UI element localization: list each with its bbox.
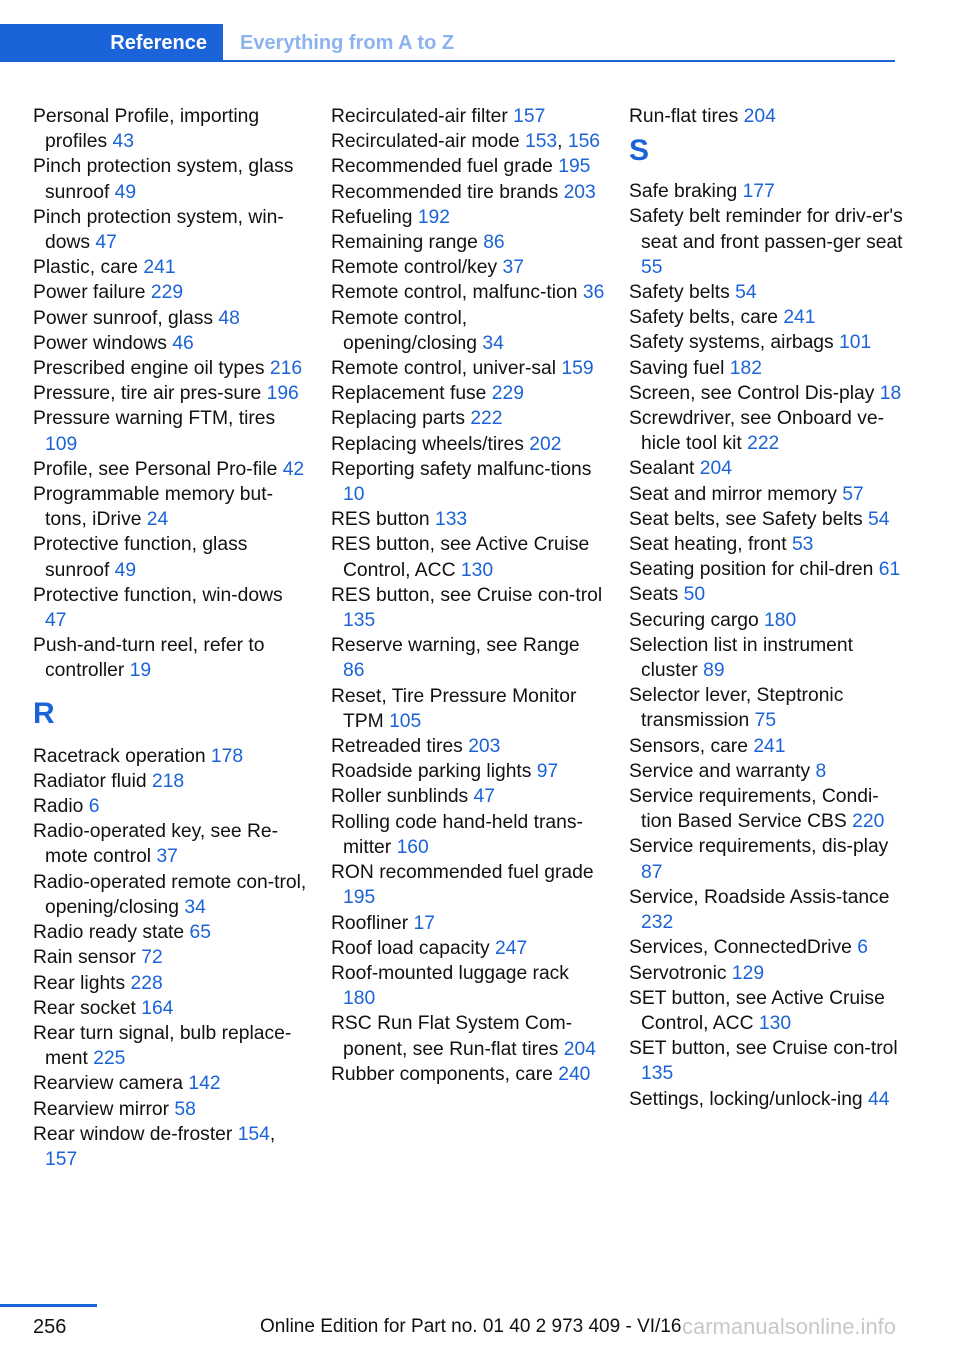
index-entry-text: Service requirements, Condi-tion Based Service CBS <box>629 786 879 833</box>
index-entry <box>331 911 606 936</box>
index-entry-text: Push-and-turn reel, refer to controller <box>33 635 265 682</box>
index-entry <box>331 356 606 381</box>
index-entry-text: Reporting safety malfunc-tions <box>331 458 592 480</box>
page-link[interactable]: 10 <box>343 484 365 506</box>
page-link[interactable]: 49 <box>114 181 137 203</box>
index-entry-text: Run-flat tires <box>629 106 744 127</box>
index-entry <box>629 381 904 406</box>
page-link[interactable]: 180 <box>343 988 376 1010</box>
page-link[interactable]: 61 <box>878 559 901 581</box>
index-entry <box>331 432 606 457</box>
index-entry-text: Service and warranty <box>629 760 816 782</box>
index-entry-text: Recirculated-air mode <box>331 131 525 153</box>
index-entry-text: Rearview camera <box>33 1073 189 1095</box>
index-entry-text: Plastic, care <box>33 257 144 279</box>
page-separator: , <box>557 131 568 153</box>
index-entry <box>331 961 606 1011</box>
page-link[interactable]: 222 <box>747 433 780 455</box>
index-entry <box>331 784 606 809</box>
index-entry <box>33 205 308 255</box>
index-entry <box>331 1062 606 1087</box>
index-entry-text: Programmable memory but-tons, iDrive <box>33 484 274 531</box>
page-link[interactable]: 86 <box>343 660 365 682</box>
index-entry-text: Rubber components, care <box>331 1063 559 1085</box>
page-link[interactable]: 135 <box>343 610 376 632</box>
index-entry-text: Pressure, tire air pres-sure <box>33 383 267 405</box>
page-link[interactable]: 180 <box>764 609 797 631</box>
index-entry-text: Radio-operated key, see Re-mote control <box>33 821 279 868</box>
index-entry <box>331 759 606 784</box>
index-entry-text: Retreaded tires <box>331 736 469 758</box>
page-link[interactable]: 133 <box>434 509 468 531</box>
index-entry-text: Securing cargo <box>629 609 765 631</box>
index-entry <box>629 633 904 683</box>
index-entry-text: Replacing wheels/tires <box>331 433 530 455</box>
index-entry <box>331 457 606 507</box>
page-link[interactable]: 192 <box>417 206 450 228</box>
index-entry <box>331 129 606 154</box>
header-rule <box>223 60 895 62</box>
index-entry <box>33 457 308 482</box>
index-entry <box>331 255 606 280</box>
page-link[interactable]: 196 <box>266 383 299 405</box>
index-entry-text: Safe braking <box>629 181 743 203</box>
page-link[interactable]: 19 <box>129 660 152 682</box>
index-entry-text: RES button, see Active Cruise Control, ACC <box>331 534 590 581</box>
page-link[interactable]: 232 <box>641 912 674 934</box>
index-entry <box>331 104 606 129</box>
index-entry-text: Prescribed engine oil types <box>33 358 270 380</box>
index-entry-text: Seat belts, see Safety belts <box>629 508 869 530</box>
page-link[interactable]: 53 <box>791 534 814 556</box>
index-entry <box>331 406 606 431</box>
index-entry <box>331 381 606 406</box>
index-entry <box>33 482 308 532</box>
page-link[interactable]: 8 <box>815 760 827 782</box>
index-entry-text: Sealant <box>629 458 700 480</box>
index-entry <box>629 280 904 305</box>
index-entry-text: Safety belts, care <box>629 307 784 329</box>
index-entry-text: Roadside parking lights <box>331 761 537 783</box>
page-link[interactable]: 247 <box>495 937 528 959</box>
page-separator: , <box>269 1123 276 1145</box>
page-number: 256 <box>33 1316 67 1338</box>
section-tab: Reference <box>0 24 223 62</box>
page-link[interactable]: 34 <box>482 332 504 354</box>
index-entry-text: Recirculated-air filter <box>331 106 514 127</box>
index-entry <box>629 330 904 355</box>
index-entry-text: Seats <box>629 584 684 606</box>
page-header <box>0 0 960 62</box>
index-entry-text: Refueling <box>331 206 418 228</box>
page-link[interactable]: 218 <box>151 770 185 792</box>
page-link[interactable]: 204 <box>699 458 732 480</box>
index-entry <box>33 1071 308 1096</box>
index-entry-text: Seat and mirror memory <box>629 483 843 505</box>
index-entry <box>629 1087 904 1112</box>
page-link[interactable]: 36 <box>582 282 605 304</box>
index-entry-text: Remote control, univer-sal <box>331 358 562 380</box>
page-link[interactable]: 34 <box>184 896 206 918</box>
index-entry-text: Seat heating, front <box>629 534 792 556</box>
index-entry <box>629 582 904 607</box>
index-entry-text: Safety belt reminder for driv-er's seat and front passen-ger seat <box>629 206 903 253</box>
page-link[interactable]: 195 <box>343 887 376 909</box>
index-entry-text: RES button, see Cruise con-trol <box>331 584 603 606</box>
page-link[interactable]: 47 <box>45 610 67 632</box>
index-entry <box>629 507 904 532</box>
index-entry <box>629 557 904 582</box>
index-column-3 <box>629 104 904 1112</box>
index-entry-text: Power failure <box>33 282 151 304</box>
index-entry-text: Rolling code hand-held trans-mitter <box>331 811 583 858</box>
index-entry <box>331 180 606 205</box>
index-entry-text: Personal Profile, importing profiles <box>33 106 260 153</box>
index-entry <box>33 633 308 683</box>
index-entry-text: Racetrack operation <box>33 745 211 767</box>
page-link[interactable]: 65 <box>189 922 211 944</box>
index-entry-text: Reset, Tire Pressure Monitor TPM <box>331 685 577 732</box>
index-entry-text: Recommended tire brands <box>331 181 564 203</box>
page-link[interactable]: 182 <box>729 357 762 379</box>
index-entry-text: Radio ready state <box>33 922 190 944</box>
index-entry <box>33 381 308 406</box>
index-entry <box>33 532 308 582</box>
index-entry-text: RES button <box>331 509 435 531</box>
index-entry <box>331 583 606 633</box>
index-entry <box>629 532 904 557</box>
page-link[interactable]: 130 <box>460 559 494 581</box>
page-link[interactable]: 130 <box>758 1012 792 1034</box>
page-link[interactable]: 225 <box>93 1048 126 1070</box>
index-entry-text: Rear turn signal, bulb replace-ment <box>33 1022 292 1070</box>
page-link[interactable]: 75 <box>754 710 777 732</box>
index-entry-text: Services, ConnectedDrive <box>629 937 858 959</box>
index-entry <box>331 230 606 255</box>
page-link[interactable]: 6 <box>88 796 100 818</box>
page-link[interactable]: 55 <box>641 256 663 278</box>
index-entry <box>629 204 904 280</box>
index-entry-text: Radiator fluid <box>33 770 152 792</box>
page-link[interactable]: 220 <box>852 811 885 833</box>
page-link[interactable]: 57 <box>842 483 864 505</box>
index-entry <box>331 507 606 532</box>
page-link[interactable]: 43 <box>112 131 134 153</box>
page-link[interactable]: 177 <box>742 181 775 203</box>
page-link[interactable]: 50 <box>683 584 706 606</box>
index-entry <box>33 104 308 154</box>
index-entry <box>33 744 308 769</box>
index-entry <box>629 608 904 633</box>
index-entry <box>629 834 904 884</box>
index-entry <box>331 936 606 961</box>
index-letter-heading: R <box>33 696 55 730</box>
index-entry-text: Service, Roadside Assis-tance <box>629 886 890 908</box>
page-link[interactable]: 44 <box>868 1088 890 1110</box>
index-entry <box>331 810 606 860</box>
page-link[interactable]: 86 <box>483 232 505 254</box>
index-entry <box>629 356 904 381</box>
index-entry <box>629 734 904 759</box>
index-entry <box>331 280 606 305</box>
index-entry-text: Radio-operated remote con-trol, opening/closing <box>33 871 307 918</box>
page-link[interactable]: 241 <box>783 307 816 329</box>
page-link[interactable]: 178 <box>210 745 244 767</box>
index-entry <box>331 734 606 759</box>
index-entry <box>33 255 308 280</box>
index-entry-text: RSC Run Flat System Com-ponent, see Run-flat tires <box>331 1013 573 1060</box>
page-link[interactable]: 241 <box>143 257 176 279</box>
index-entry-text: SET button, see Active Cruise Control, ACC <box>629 987 885 1034</box>
page-link[interactable]: 58 <box>174 1098 196 1120</box>
page-link[interactable]: 203 <box>563 181 596 203</box>
index-entry-text: Roof-mounted luggage rack <box>331 962 569 984</box>
index-entry <box>33 945 308 970</box>
index-entry <box>33 331 308 356</box>
index-entry-text: Rear socket <box>33 997 142 1019</box>
index-entry <box>629 179 904 204</box>
index-entry <box>33 794 308 819</box>
watermark: carmanualsonline.info <box>682 1314 897 1339</box>
page-link[interactable]: 54 <box>868 508 890 530</box>
page-link[interactable]: 228 <box>130 972 163 994</box>
index-entry <box>629 759 904 784</box>
edition-note: Online Edition for Part no. 01 40 2 973 409 - VI/16 <box>260 1316 682 1337</box>
index-entry <box>629 986 904 1036</box>
index-entry-text: Pinch protection system, win-dows <box>33 206 284 254</box>
index-entry-text: Rain sensor <box>33 947 142 969</box>
index-entry-text: Rear window de-froster <box>33 1123 238 1145</box>
index-column-1 <box>33 104 308 1172</box>
page-link[interactable]: 195 <box>558 156 591 178</box>
page-link[interactable]: 37 <box>502 257 524 279</box>
page-link[interactable]: 48 <box>218 307 240 329</box>
page-link[interactable]: 24 <box>146 509 169 531</box>
page-link[interactable]: 160 <box>396 836 429 858</box>
index-entry <box>629 406 904 456</box>
page-link[interactable]: 89 <box>703 660 725 682</box>
page-link[interactable]: 222 <box>470 408 503 430</box>
index-entry-text: Seating position for chil-dren <box>629 559 879 581</box>
page-link[interactable]: 46 <box>172 332 194 354</box>
index-entry <box>629 683 904 733</box>
index-entry-text: Roofliner <box>331 912 414 934</box>
page-link[interactable]: 42 <box>282 458 305 480</box>
index-entry <box>331 306 606 356</box>
index-entry <box>33 1021 308 1071</box>
index-entry <box>33 769 308 794</box>
page-link[interactable]: 109 <box>45 433 78 455</box>
page-link[interactable]: 216 <box>269 358 303 380</box>
page-link[interactable]: 47 <box>473 786 495 808</box>
index-entry <box>629 1036 904 1086</box>
index-entry <box>33 1097 308 1122</box>
index-entry-text: Rearview mirror <box>33 1098 175 1120</box>
page-link[interactable]: 202 <box>529 433 562 455</box>
index-entry <box>33 971 308 996</box>
index-entry-text: Safety belts <box>629 282 736 304</box>
index-entry-text: Reserve warning, see Range <box>331 635 580 657</box>
index-entry <box>331 1011 606 1061</box>
index-entry <box>629 482 904 507</box>
page-link[interactable]: 129 <box>731 962 765 984</box>
page-link[interactable]: 164 <box>141 997 174 1019</box>
page-link[interactable]: 204 <box>563 1038 596 1060</box>
index-entry-text: Pinch protection system, glass sunroof <box>33 156 294 203</box>
index-entry-text: RON recommended fuel grade <box>331 862 594 884</box>
index-letter-heading: S <box>629 134 650 168</box>
page-link[interactable]: 105 <box>389 710 422 732</box>
index-entry-text: Roller sunblinds <box>331 786 474 808</box>
index-entry <box>331 684 606 734</box>
index-entry-text: Remote control, opening/closing <box>331 307 483 354</box>
index-entry <box>629 935 904 960</box>
index-entry <box>629 104 904 129</box>
page-link[interactable]: 157 <box>45 1148 78 1170</box>
page-link[interactable]: 229 <box>491 383 524 405</box>
index-entry-text: Screen, see Control Dis-play <box>629 382 880 404</box>
index-entry <box>33 583 308 633</box>
page-link[interactable]: 241 <box>753 735 786 757</box>
page-link[interactable]: 72 <box>141 947 163 969</box>
page-link[interactable]: 18 <box>879 382 902 404</box>
page-link[interactable]: 37 <box>156 846 178 868</box>
index-entry-text: Selection list in instrument cluster <box>629 634 853 682</box>
index-entry-text: Recommended fuel grade <box>331 156 559 178</box>
page-link[interactable]: 17 <box>413 912 435 934</box>
index-entry <box>629 305 904 330</box>
page-link[interactable]: 240 <box>558 1063 591 1085</box>
index-entry-text: Protective function, win-dows <box>33 584 283 606</box>
index-entry-text: Sensors, care <box>629 735 754 757</box>
index-column-2 <box>331 104 606 1087</box>
index-entry <box>331 860 606 910</box>
page-link[interactable]: 47 <box>95 232 117 254</box>
index-entry-text: SET button, see Cruise con-trol <box>629 1038 898 1060</box>
index-entry <box>33 356 308 381</box>
index-entry-text: Power windows <box>33 332 173 354</box>
index-entry-text: Servotronic <box>629 962 732 984</box>
index-entry <box>331 532 606 582</box>
index-entry <box>33 280 308 305</box>
page-link[interactable]: 6 <box>857 937 868 959</box>
page-link[interactable]: 142 <box>188 1073 221 1095</box>
index-entry-text: Replacement fuse <box>331 383 492 405</box>
index-entry <box>33 154 308 204</box>
index-entry-text: Remote control, malfunc-tion <box>331 282 583 304</box>
index-entry-text: Safety systems, airbags <box>629 332 840 354</box>
page-link[interactable]: 204 <box>743 106 776 127</box>
index-entry-text: Protective function, glass sunroof <box>33 534 248 581</box>
page-link[interactable]: 49 <box>114 559 137 581</box>
index-entry-text: Replacing parts <box>331 408 471 430</box>
index-entry <box>33 819 308 869</box>
page-link[interactable]: 135 <box>641 1063 674 1085</box>
index-entry-text: Radio <box>33 796 89 818</box>
index-entry <box>629 885 904 935</box>
index-entry <box>33 870 308 920</box>
page-link[interactable]: 159 <box>561 358 594 380</box>
index-entry <box>629 961 904 986</box>
page-link[interactable]: 153 <box>524 131 558 153</box>
subsection-title: Everything from A to Z <box>240 31 455 54</box>
index-entry-text: Power sunroof, glass <box>33 307 219 329</box>
index-entry <box>33 1122 308 1172</box>
index-entry-text: Roof load capacity <box>331 937 495 959</box>
index-entry-text: Remote control/key <box>331 257 503 279</box>
index-entry-text: Settings, locking/unlock-ing <box>629 1088 869 1110</box>
index-entry <box>33 306 308 331</box>
index-entry-text: Screwdriver, see Onboard ve-hicle tool kit <box>629 408 885 455</box>
index-entry-text: Saving fuel <box>629 357 730 379</box>
index-entry <box>331 633 606 683</box>
index-entry <box>629 456 904 481</box>
page-link[interactable]: 101 <box>839 332 872 354</box>
page-link[interactable]: 229 <box>150 282 184 304</box>
footer-rule <box>0 1304 97 1307</box>
page-link[interactable]: 157 <box>513 106 546 127</box>
index-entry-text: Profile, see Personal Pro-file <box>33 458 283 480</box>
index-entry <box>629 784 904 834</box>
page-link[interactable]: 156 <box>567 131 601 153</box>
index-entry-text: Pressure warning FTM, tires <box>33 408 276 430</box>
index-entry <box>33 920 308 945</box>
index-entry-text: Rear lights <box>33 972 131 994</box>
page-link[interactable]: 97 <box>536 761 559 783</box>
page-link[interactable]: 154 <box>237 1123 270 1145</box>
index-entry <box>331 205 606 230</box>
page-link[interactable]: 87 <box>641 861 663 883</box>
index-entry-text: Selector lever, Steptronic transmission <box>629 685 844 732</box>
page-link[interactable]: 54 <box>735 282 757 304</box>
page-link[interactable]: 203 <box>468 736 501 758</box>
index-entry-text: Remaining range <box>331 232 484 254</box>
index-entry-text: Service requirements, dis-play <box>629 836 889 858</box>
index-entry <box>33 406 308 456</box>
index-entry <box>33 996 308 1021</box>
index-entry <box>331 154 606 179</box>
